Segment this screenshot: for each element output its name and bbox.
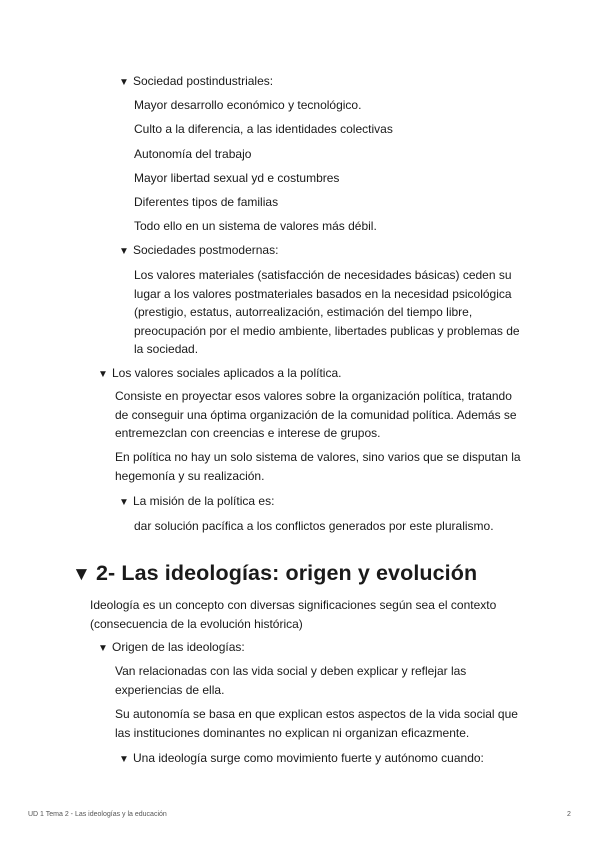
toggle-postindustrial[interactable] <box>119 74 273 88</box>
text-line: hegemonía y su realización. <box>115 468 265 483</box>
text-line: experiencias de ella. <box>115 682 225 697</box>
toggle-postmodern[interactable] <box>119 243 278 257</box>
toggle-title: Sociedad postindustriales: <box>133 74 274 88</box>
list-item: Todo ello en un sistema de valores más débil. <box>134 219 377 233</box>
text-line: En política no hay un solo sistema de valores, sino varios que se disputan la <box>115 450 521 464</box>
paragraph-origin-2 <box>115 705 518 742</box>
text-line: Consiste en proyectar esos valores sobre la organización política, tratando <box>115 389 512 403</box>
text-line: la sociedad. <box>134 342 199 356</box>
collapse-triangle-icon[interactable]: ▼ <box>98 643 108 654</box>
text-line: (consecuencia de la evolución histórica) <box>90 616 303 631</box>
toggle-title: La misión de la política es: <box>133 494 275 508</box>
collapse-triangle-icon[interactable]: ▼ <box>119 246 129 257</box>
toggle-title: Los valores sociales aplicados a la política. <box>112 366 342 380</box>
collapse-triangle-icon[interactable]: ▼ <box>119 77 129 88</box>
toggle-title: Origen de las ideologías: <box>112 640 245 654</box>
list-item: Mayor desarrollo económico y tecnológico. <box>134 98 362 112</box>
list-item: Mayor libertad sexual yd e costumbres <box>134 171 340 185</box>
page-number: 2 <box>567 811 571 818</box>
collapse-triangle-icon[interactable]: ▼ <box>119 754 129 765</box>
toggle-movement[interactable] <box>119 751 484 765</box>
text-line: las instituciones dominantes no explican ni organizan eficazmente. <box>115 725 470 740</box>
collapse-triangle-icon[interactable]: ▼ <box>72 564 91 585</box>
list-item: Culto a la diferencia, a las identidades colectivas <box>134 122 393 136</box>
paragraph-origin-1 <box>115 662 466 699</box>
paragraph-politics-2 <box>115 448 521 485</box>
paragraph-politics-1 <box>115 387 517 443</box>
text-line: Los valores materiales (satisfacción de necesidades básicas) ceden su <box>134 268 512 282</box>
paragraph-postmodern <box>134 266 520 359</box>
text-line: Ideología es un concepto con diversas significaciones según sea el contexto <box>90 598 497 612</box>
collapse-triangle-icon[interactable]: ▼ <box>98 369 108 380</box>
heading-text: 2- Las ideologías: origen y evolución <box>96 561 478 585</box>
toggle-origin[interactable] <box>98 640 245 654</box>
text-line: de conseguir una óptima organización de la comunidad política. Además se <box>115 407 517 422</box>
collapse-triangle-icon[interactable]: ▼ <box>119 497 129 508</box>
text-line: entremezclan con creencias e interese de grupos. <box>115 426 381 440</box>
toggle-politics[interactable] <box>98 366 341 380</box>
section-heading[interactable] <box>72 561 477 586</box>
list-item: Autonomía del trabajo <box>134 147 252 161</box>
paragraph-intro <box>90 596 496 633</box>
toggle-title: Una ideología surge como movimiento fuerte y autónomo cuando: <box>133 751 484 765</box>
mission-text: dar solución pacífica a los conflictos generados por este pluralismo. <box>134 519 494 533</box>
text-line: lugar a los valores postmateriales basados en la necesidad psicológica <box>134 286 512 301</box>
toggle-mission[interactable] <box>119 494 274 508</box>
text-line: Van relacionadas con las vida social y deben explicar y reflejar las <box>115 664 467 678</box>
toggle-title: Sociedades postmodernas: <box>133 243 279 257</box>
footer-title: UD 1 Tema 2 - Las ideologías y la educación <box>28 811 167 818</box>
list-item: Diferentes tipos de familias <box>134 195 279 209</box>
text-line: (prestigio, estatus, autorrealización, estimación del tiempo libre, <box>134 305 473 319</box>
text-line: Su autonomía se basa en que explican estos aspectos de la vida social que <box>115 707 518 721</box>
text-line: preocupación por el medio ambiente, libertades publicas y problemas de <box>134 323 520 338</box>
